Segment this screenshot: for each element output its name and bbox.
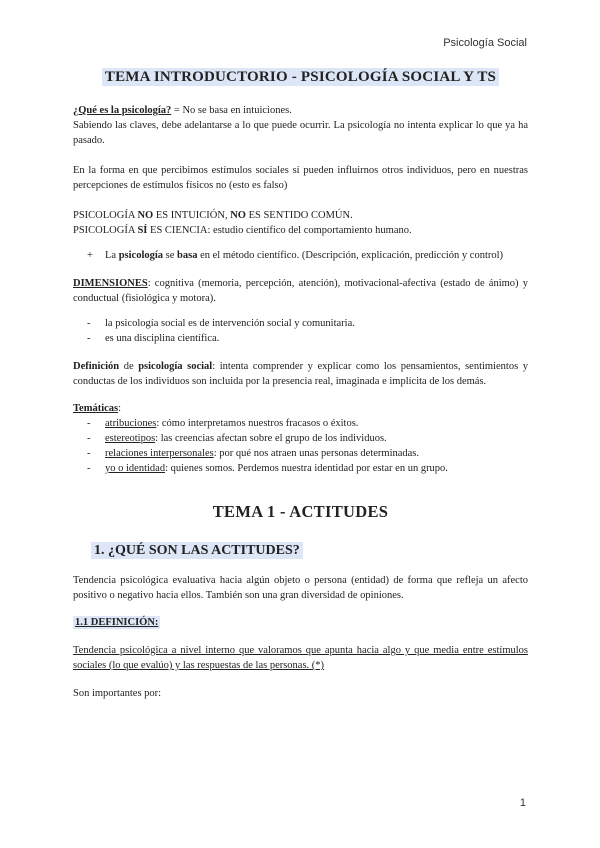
definicion-text: Tendencia psicológica a nivel interno que valoramos que apunta hacia algo y que media entre estímulos sociales (lo que evalúo) y las respuestas de las personas. (*) [73,645,528,671]
header-subject: Psicología Social [443,37,527,49]
list-item: - relaciones interpersonales: por qué nos atraen unas personas determinadas. [87,448,420,459]
intro-title: TEMA INTRODUCTORIO - PSICOLOGÍA SOCIAL Y TS [73,70,528,86]
plus-list [73,248,528,263]
section-1-heading: 1. ¿QUÉ SON LAS ACTITUDES? [73,543,528,559]
page-number: 1 [519,797,526,809]
dimensiones-paragraph: DIMENSIONES: cognitiva (memoria, percepción, atención), motivacional-afectiva (estado de ánimo) y conductual (fisiológica y motora). [73,278,528,304]
tematicas-label: Temáticas: [73,403,122,414]
psicologia-no-line: PSICOLOGÍA NO ES INTUICIÓN, NO ES SENTIDO COMÚN. [73,210,353,221]
tematicas-list [73,416,528,476]
dash-list [73,316,528,346]
actitudes-paragraph: Tendencia psicológica evaluativa hacia algún objeto o persona (entidad) de forma que refleja un afecto positivo o negativo hacia ellos. También son una gran diversidad de opiniones. [73,575,528,601]
intro-paragraph-2: En la forma en que percibimos estímulos sociales sí pueden influirnos otros individuos, pero en nuestras percepciones de estímulos físicos no (esto es falso) [73,165,528,191]
tema1-title: TEMA 1 - ACTITUDES [212,502,389,521]
intro-paragraph-1: Sabiendo las claves, debe adelantarse a lo que puede ocurrir. La psicología no intenta explicar lo que ya ha pasado. [73,120,528,146]
list-item: - yo o identidad: quienes somos. Perdemos nuestra identidad por estar en un grupo. [87,463,448,474]
psicologia-si-line: PSICOLOGÍA SÍ ES CIENCIA: estudio científico del comportamiento humano. [73,225,412,236]
list-item: - la psicología social es de intervención social y comunitaria. [87,318,355,329]
list-item: - atribuciones: cómo interpretamos nuestros fracasos o éxitos. [87,418,359,429]
list-item: - estereotipos: las creencias afectan sobre el grupo de los individuos. [87,433,387,444]
list-item: + La psicología se basa en el método científico. (Descripción, explicación, predicción y control) [87,250,504,261]
definicion-paragraph: Definición de psicología social: intenta comprender y explicar como los pensamientos, sentimientos y conductas de los individuos son incluida por la presencia real, imaginada e implícita de los demás. [73,361,528,387]
list-item: - es una disciplina científica. [87,333,220,344]
document-body [73,70,528,701]
question-line: ¿Qué es la psicología? = No se basa en intuiciones. [73,105,292,116]
definicion-subheading: 1.1 DEFINICIÓN: [75,617,159,628]
importantes-line: Son importantes por: [73,688,162,699]
